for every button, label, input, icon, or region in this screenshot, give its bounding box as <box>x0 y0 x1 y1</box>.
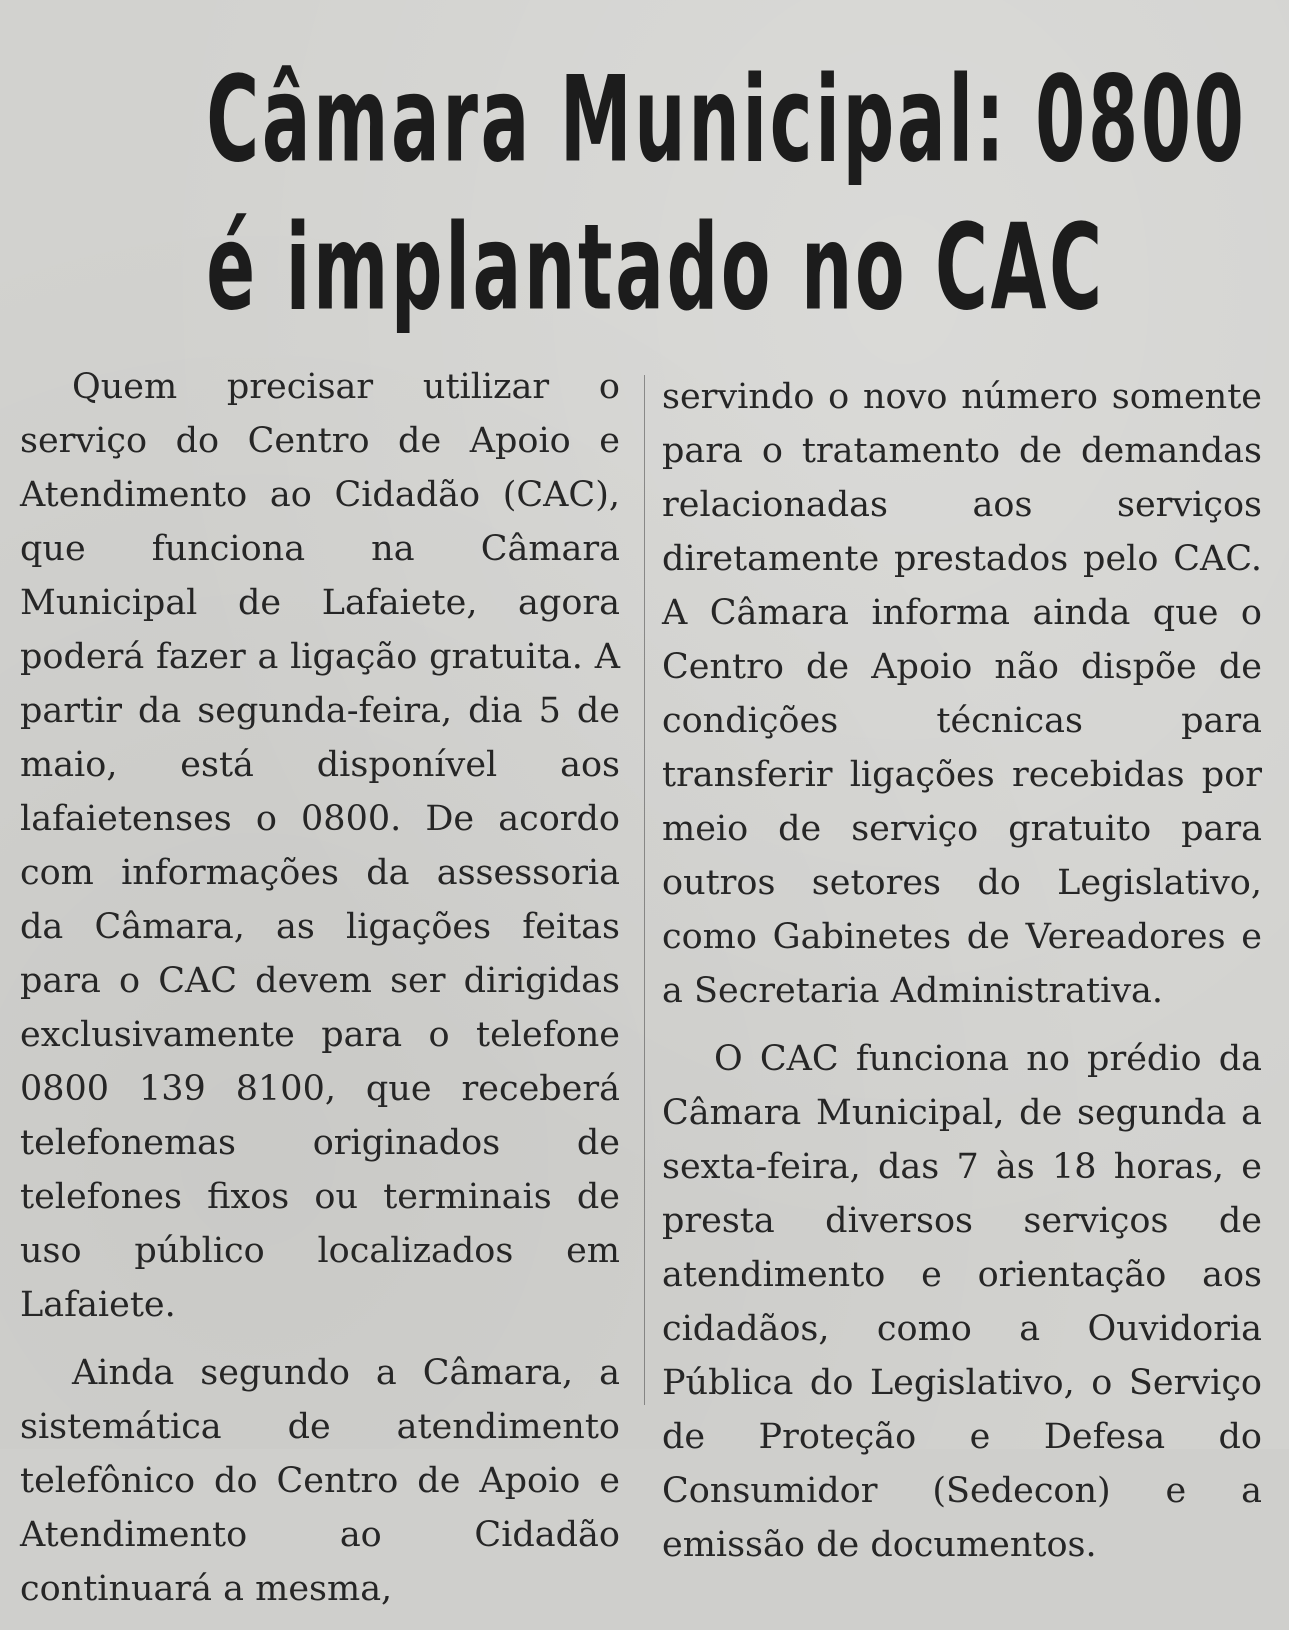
headline <box>0 51 1289 357</box>
right-column <box>662 370 1262 1586</box>
right-paragraph-1: servindo o novo número somente para o tratamento de demandas relacionadas aos serviços diretamente prestados pelo CAC. A Câmara informa ainda que o Centro de Apoio não dispõe de condições técnicas para transferir ligações recebidas por meio de serviço gratuito para outros setores do Legislativo, como Gabinetes de Vereadores e a Secretaria Administrativa. <box>662 377 1262 1011</box>
column-divider <box>644 375 645 1405</box>
headline-line-2: é implantado no CAC <box>206 199 1105 338</box>
left-paragraph-1: Quem precisar utilizar o serviço do Centro de Apoio e Atendimento ao Cidadão (CAC), que funciona na Câmara Municipal de Lafaiete, agora poderá fazer a ligação gratuita. A partir da segunda-feira, dia 5 de maio, está disponível aos lafaietenses o 0800. De acordo com informações da assessoria da Câmara, as ligações feitas para o CAC devem ser dirigidas exclusivamente para o telefone 0800 139 8100, que receberá telefonemas originados de telefones fixos ou terminais de uso público localizados em Lafaiete. <box>20 367 620 1325</box>
left-paragraph-2: Ainda segundo a Câmara, a sistemática de atendimento telefônico do Centro de Apoio e Atendimento ao Cidadão continuará a mesma, <box>20 1353 620 1609</box>
left-column <box>20 360 620 1630</box>
right-paragraph-2: O CAC funciona no prédio da Câmara Municipal, de segunda a sexta-feira, das 7 às 18 horas, e presta diversos serviços de atendimento e orientação aos cidadãos, como a Ouvidoria Pública do Legislativo, o Serviço de Proteção e Defesa do Consumidor (Sedecon) e a emissão de documentos. <box>662 1039 1262 1565</box>
headline-line-1: Câmara Municipal: 0800 <box>206 51 1247 190</box>
